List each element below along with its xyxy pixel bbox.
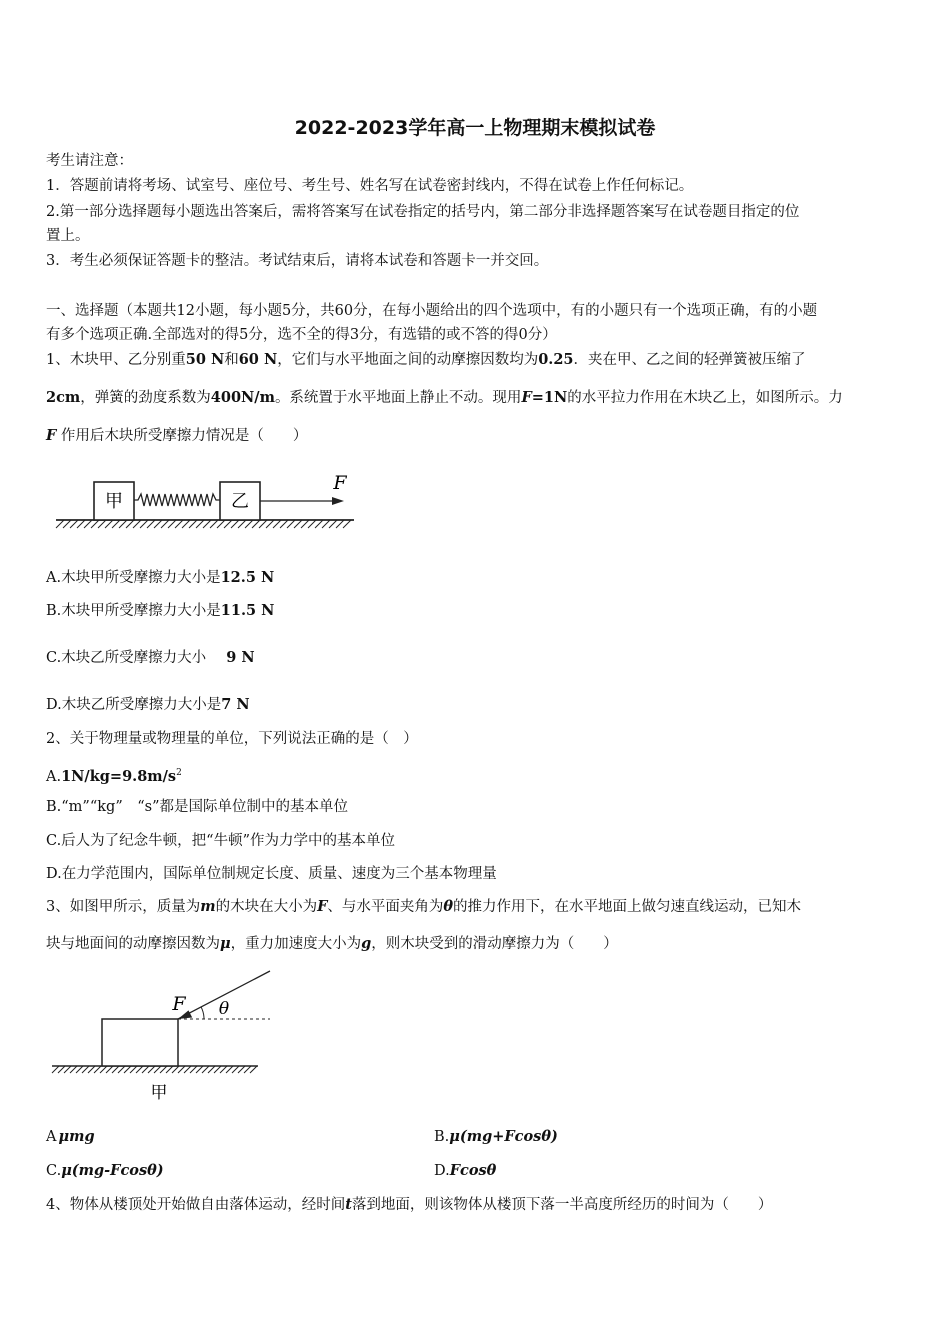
option-value: 1N/kg=9.8m/s bbox=[61, 767, 177, 785]
ground-hatch-mark bbox=[63, 520, 71, 528]
ground-hatch-mark bbox=[329, 520, 337, 528]
q1-option-b[interactable] bbox=[46, 601, 274, 621]
ground-hatch-mark bbox=[70, 1066, 77, 1073]
ground-hatch-mark bbox=[154, 520, 162, 528]
q3-option-d[interactable] bbox=[434, 1161, 496, 1181]
section-heading: 一、选择题（本题共12小题，每小题5分，共60分，在每小题给出的四个选项中，有的小题只有一个选项正确，有的小题 bbox=[46, 303, 818, 319]
ground-hatch-mark bbox=[214, 1066, 221, 1073]
ground-hatch-mark bbox=[94, 1066, 101, 1073]
ground-hatch-mark bbox=[161, 520, 169, 528]
ground-hatch-mark bbox=[322, 520, 330, 528]
q3-text: 的木块在大小为 bbox=[215, 899, 318, 915]
q1-force-symbol: F bbox=[521, 389, 532, 406]
notice-heading: 考生请注意： bbox=[46, 153, 133, 169]
q1-text: 。系统置于水平地面上静止不动。现用 bbox=[274, 390, 522, 406]
ground-hatch-mark bbox=[154, 1066, 161, 1073]
angle-label: θ bbox=[218, 999, 230, 1019]
section-heading-cont: 有多个选项正确.全部选对的得5分，选不全的得3分，有选错的或不答的得0分） bbox=[46, 327, 557, 343]
ground-hatch-mark bbox=[140, 520, 148, 528]
q3-g-symbol: g bbox=[361, 935, 372, 952]
ground-hatch-mark bbox=[250, 1066, 257, 1073]
q3-mass-symbol: m bbox=[200, 898, 216, 915]
ground-hatch-mark bbox=[182, 520, 190, 528]
ground-hatch-mark bbox=[126, 520, 134, 528]
ground-hatch-mark bbox=[142, 1066, 149, 1073]
option-value: 12.5 N bbox=[220, 569, 275, 586]
q2-option-d[interactable]: D.在力学范围内，国际单位制规定长度、质量、速度为三个基本物理量 bbox=[46, 866, 497, 882]
q1-stem-line2 bbox=[46, 388, 843, 408]
q2-option-b[interactable]: B.“m”“kg” “s”都是国际单位制中的基本单位 bbox=[46, 799, 348, 815]
q3-stem-line2 bbox=[46, 934, 618, 954]
ground-hatch-mark bbox=[266, 520, 274, 528]
q1-option-a[interactable] bbox=[46, 568, 274, 588]
ground-hatch-mark bbox=[189, 520, 197, 528]
q1-option-c[interactable] bbox=[46, 648, 255, 668]
option-text: A.木块甲所受摩擦力大小是 bbox=[46, 570, 221, 586]
q1-mu: 0.25 bbox=[538, 351, 574, 368]
option-value: μ(mg+Fcosθ) bbox=[449, 1128, 558, 1145]
option-label: C. bbox=[46, 1163, 62, 1179]
ground-hatch-mark bbox=[245, 520, 253, 528]
q3-text: 、与水平面夹角为 bbox=[327, 899, 444, 915]
ground-hatch-mark bbox=[166, 1066, 173, 1073]
q3-figure bbox=[48, 966, 288, 1106]
ground-hatch-mark bbox=[105, 520, 113, 528]
q1-text: 1、木块甲、乙分别重 bbox=[46, 352, 186, 368]
ground-hatch-mark bbox=[77, 520, 85, 528]
ground-hatch-mark bbox=[231, 520, 239, 528]
force-label: F bbox=[172, 993, 186, 1015]
ground-hatch-mark bbox=[64, 1066, 71, 1073]
ground-hatch-mark bbox=[91, 520, 99, 528]
ground-hatch-mark bbox=[196, 520, 204, 528]
option-text: C.木块乙所受摩擦力大小 bbox=[46, 650, 207, 666]
ground-hatch-mark bbox=[202, 1066, 209, 1073]
ground-hatch-mark bbox=[343, 520, 351, 528]
q3-text: ，重力加速度大小为 bbox=[230, 936, 362, 952]
q1-text: ，它们与水平地面之间的动摩擦因数均为 bbox=[277, 352, 539, 368]
q3-mu-symbol: μ bbox=[220, 935, 231, 952]
q1-figure bbox=[48, 466, 368, 538]
ground-hatch-mark bbox=[136, 1066, 143, 1073]
ground-hatch-mark bbox=[196, 1066, 203, 1073]
option-value: 11.5 N bbox=[220, 602, 275, 619]
ground-hatch-mark bbox=[106, 1066, 113, 1073]
option-label: A. bbox=[46, 768, 62, 785]
page-title: 2022-2023学年高一上物理期末模拟试卷 bbox=[294, 117, 656, 139]
ground-hatch-mark bbox=[336, 520, 344, 528]
q4-text: 落到地面，则该物体从楼顶下落一半高度所经历的时间为（ ） bbox=[351, 1197, 773, 1213]
ground-hatch-mark bbox=[58, 1066, 65, 1073]
q4-time-symbol: t bbox=[345, 1196, 352, 1213]
ground-hatch-mark bbox=[238, 520, 246, 528]
q3-text: 的推力作用下，在水平地面上做匀速直线运动，已知木 bbox=[453, 899, 802, 915]
option-value: Fcosθ bbox=[449, 1162, 497, 1179]
q1-text: ．夹在甲、乙之间的轻弹簧被压缩了 bbox=[573, 352, 806, 368]
ground-hatch-mark bbox=[147, 520, 155, 528]
ground-surface bbox=[52, 1066, 258, 1073]
ground-hatch-mark bbox=[315, 520, 323, 528]
option-value: μmg bbox=[58, 1128, 95, 1145]
ground-surface bbox=[56, 520, 354, 528]
q3-text: 块与地面间的动摩擦因数为 bbox=[46, 936, 220, 952]
q3-text: ，则木块受到的滑动摩擦力为（ ） bbox=[371, 936, 618, 952]
ground-hatch-mark bbox=[133, 520, 141, 528]
ground-hatch-mark bbox=[224, 520, 232, 528]
q3-option-a[interactable] bbox=[46, 1127, 95, 1147]
ground-hatch-mark bbox=[112, 520, 120, 528]
ground-hatch-mark bbox=[172, 1066, 179, 1073]
ground-hatch-mark bbox=[217, 520, 225, 528]
q3-text: 3、如图甲所示，质量为 bbox=[46, 899, 201, 915]
ground-hatch-mark bbox=[175, 520, 183, 528]
q4-stem bbox=[46, 1195, 772, 1215]
q2-stem: 2、关于物理量或物理量的单位，下列说法正确的是（ ） bbox=[46, 731, 418, 747]
block-yi-label: 乙 bbox=[231, 491, 249, 512]
option-label: A bbox=[46, 1129, 57, 1145]
ground-hatch-mark bbox=[56, 520, 64, 528]
q1-force-symbol: F bbox=[46, 427, 57, 444]
q4-text: 4、物体从楼顶处开始做自由落体运动，经时间 bbox=[46, 1197, 346, 1213]
option-value: 7 N bbox=[221, 696, 250, 713]
ground-hatch-mark bbox=[238, 1066, 245, 1073]
q1-force-value: =1N bbox=[531, 389, 568, 406]
ground-hatch-mark bbox=[52, 1066, 59, 1073]
q1-text: ，弹簧的劲度系数为 bbox=[80, 390, 211, 406]
q1-text: 的水平拉力作用在木块乙上，如图所示。力 bbox=[567, 390, 843, 406]
option-label: D. bbox=[434, 1163, 450, 1179]
ground-hatch-mark bbox=[130, 1066, 137, 1073]
ground-hatch-mark bbox=[112, 1066, 119, 1073]
q3-angle-symbol: θ bbox=[443, 898, 454, 915]
ground-hatch-mark bbox=[100, 1066, 107, 1073]
q1-weight-a: 50 N bbox=[185, 351, 225, 368]
q1-compression: 2cm bbox=[46, 389, 81, 406]
ground-hatch-mark bbox=[119, 520, 127, 528]
ground-hatch-mark bbox=[280, 520, 288, 528]
ground-hatch-mark bbox=[84, 520, 92, 528]
q1-text: 和 bbox=[224, 352, 239, 368]
q2-option-a[interactable] bbox=[46, 763, 182, 787]
option-text: B.木块甲所受摩擦力大小是 bbox=[46, 603, 221, 619]
ground-hatch-mark bbox=[184, 1066, 191, 1073]
wooden-block bbox=[102, 1019, 178, 1066]
figure-caption: 甲 bbox=[150, 1083, 168, 1103]
option-value: 9 N bbox=[226, 649, 255, 666]
ground-hatch-mark bbox=[273, 520, 281, 528]
notice-item: 2.第一部分选择题每小题选出答案后，需将答案写在试卷指定的括号内，第二部分非选择题答案写在试卷题目指定的位 bbox=[46, 204, 800, 220]
spring bbox=[134, 494, 220, 506]
q2-option-c[interactable]: C.后人为了纪念牛顿，把“牛顿”作为力学中的基本单位 bbox=[46, 833, 396, 849]
notice-item: 3．考生必须保证答题卡的整洁。考试结束后，请将本试卷和答题卡一并交回。 bbox=[46, 253, 549, 269]
ground-hatch-mark bbox=[244, 1066, 251, 1073]
q1-text: 作用后木块所受摩擦力情况是（ ） bbox=[56, 428, 308, 444]
q1-weight-b: 60 N bbox=[238, 351, 278, 368]
ground-hatch-mark bbox=[82, 1066, 89, 1073]
notice-item: 置上。 bbox=[46, 228, 90, 244]
ground-hatch-mark bbox=[148, 1066, 155, 1073]
ground-hatch-mark bbox=[259, 520, 267, 528]
option-superscript: 2 bbox=[176, 768, 182, 778]
option-label: B. bbox=[434, 1129, 450, 1145]
ground-hatch-mark bbox=[124, 1066, 131, 1073]
ground-hatch-mark bbox=[190, 1066, 197, 1073]
ground-hatch-mark bbox=[210, 520, 218, 528]
q1-stem-line3 bbox=[46, 426, 307, 446]
option-text: D.木块乙所受摩擦力大小是 bbox=[46, 697, 222, 713]
ground-hatch-mark bbox=[287, 520, 295, 528]
ground-hatch-mark bbox=[160, 1066, 167, 1073]
ground-hatch-mark bbox=[232, 1066, 239, 1073]
ground-hatch-mark bbox=[203, 520, 211, 528]
ground-hatch-mark bbox=[308, 520, 316, 528]
ground-hatch-mark bbox=[98, 520, 106, 528]
ground-hatch-mark bbox=[252, 520, 260, 528]
ground-hatch-mark bbox=[301, 520, 309, 528]
q1-option-d[interactable] bbox=[46, 695, 250, 715]
ground-hatch-mark bbox=[70, 520, 78, 528]
ground-hatch-mark bbox=[226, 1066, 233, 1073]
q1-stem-line1 bbox=[46, 350, 806, 370]
ground-hatch-mark bbox=[294, 520, 302, 528]
notice-item: 1．答题前请将考场、试室号、座位号、考生号、姓名写在试卷密封线内，不得在试卷上作任何标记。 bbox=[46, 178, 694, 194]
q3-force-symbol: F bbox=[317, 898, 328, 915]
ground-hatch-mark bbox=[76, 1066, 83, 1073]
force-arrowhead bbox=[332, 497, 344, 505]
force-label: F bbox=[333, 472, 347, 494]
q3-option-c[interactable] bbox=[46, 1161, 164, 1181]
angle-arc bbox=[201, 1007, 204, 1019]
block-jia-label: 甲 bbox=[105, 491, 123, 512]
ground-hatch-mark bbox=[168, 520, 176, 528]
ground-hatch-mark bbox=[88, 1066, 95, 1073]
option-value: μ(mg-Fcosθ) bbox=[61, 1162, 164, 1179]
ground-hatch-mark bbox=[118, 1066, 125, 1073]
ground-hatch-mark bbox=[220, 1066, 227, 1073]
q3-stem-line1 bbox=[46, 897, 801, 917]
ground-hatch-mark bbox=[208, 1066, 215, 1073]
q3-option-b[interactable] bbox=[434, 1127, 558, 1147]
ground-hatch-mark bbox=[178, 1066, 185, 1073]
q1-stiffness: 400N/m bbox=[210, 389, 275, 406]
